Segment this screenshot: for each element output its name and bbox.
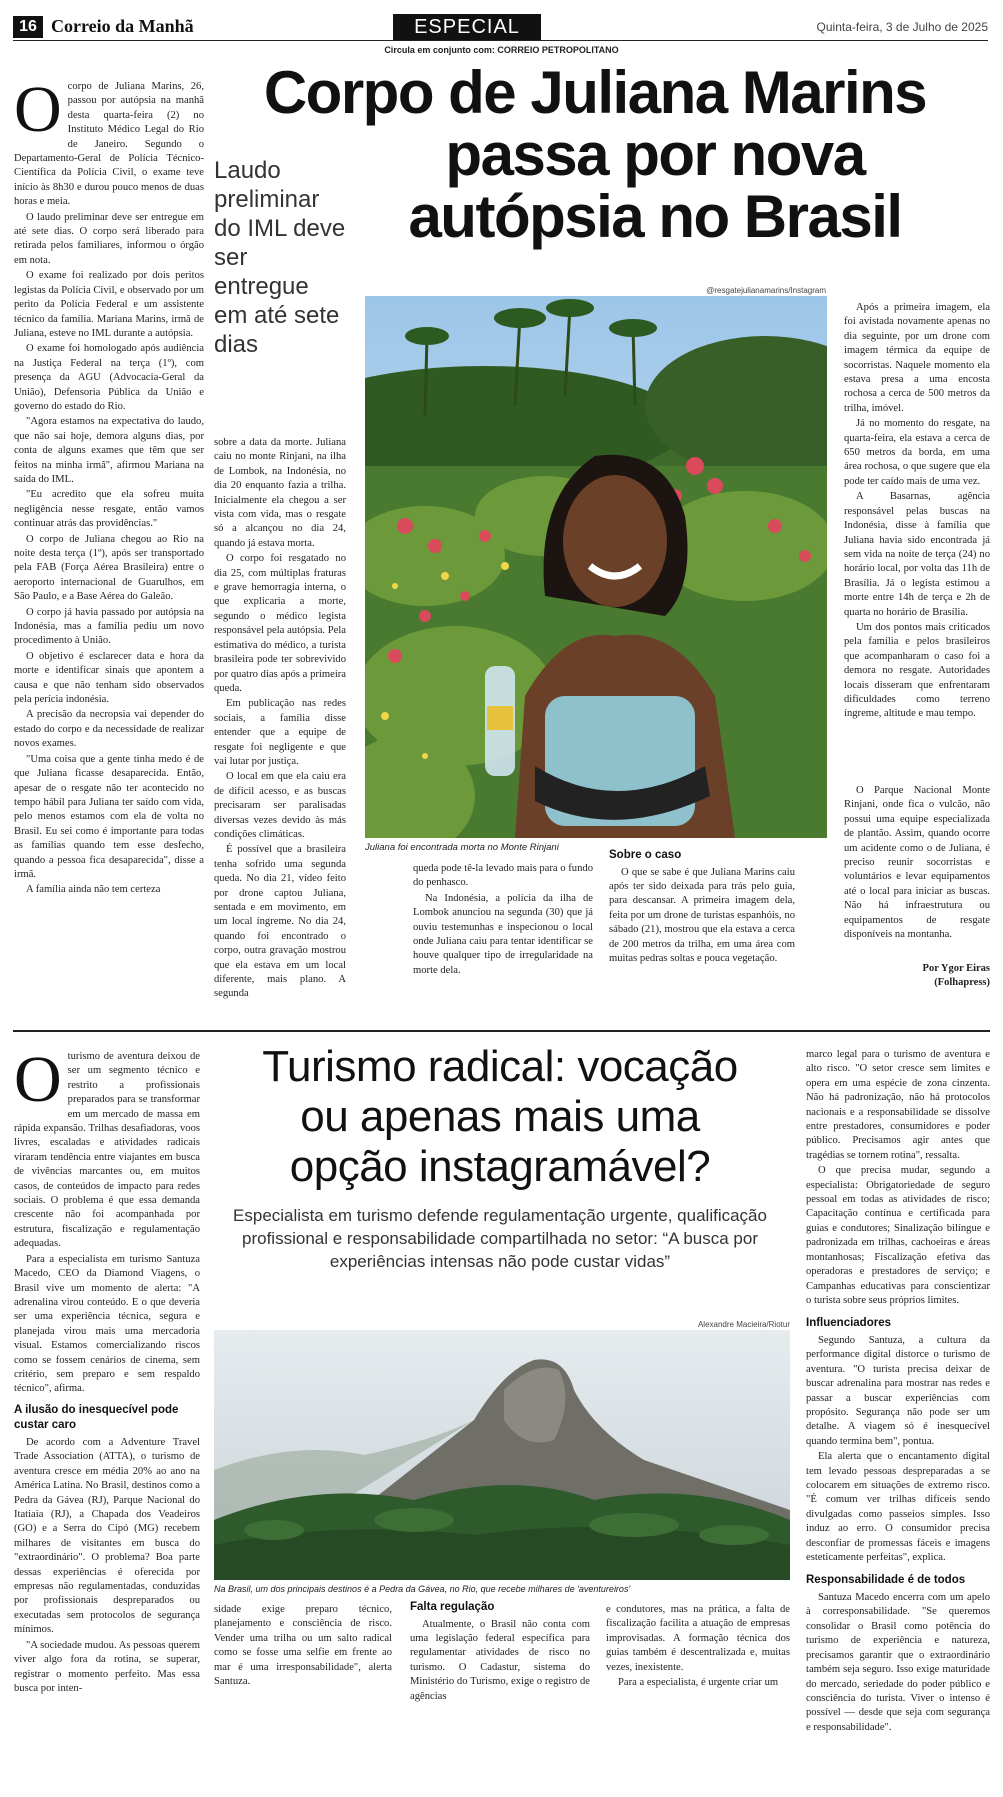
paragraph: A Basarnas, agência responsável pelas buscas na Indonésia, disse à família que Juliana havia sido encontrada já sem vida na noite de terça (24) no horário local, por volta das 11h de Brasília. Já o legista estimou a morte entre 14h de terça e 2h de quarta no horário de Brasília. xyxy=(844,491,990,618)
article2-column5 xyxy=(806,1048,990,1736)
issue-date: Quinta-feira, 3 de Julho de 2025 xyxy=(816,20,988,34)
byline-name: Por Ygor Eiras xyxy=(922,963,990,974)
headline1-line1: Corpo de Juliana Marins xyxy=(263,59,927,126)
sub1-heading: A ilusão do inesquecível pode custar caro xyxy=(14,1403,179,1432)
falta-heading: Falta regulação xyxy=(410,1601,495,1613)
photo1-credit: @resgatejulianamarins/Instagram xyxy=(706,286,826,295)
juliana-photo-image xyxy=(365,296,827,838)
headline1-line3: autópsia no Brasil xyxy=(408,183,902,250)
paragraph: e condutores, mas na prática, a falta de fiscalização facilita a atuação de empresas improvisadas. A formação técnica dos guias também é descentralizada e, muitas vezes, inexistente. xyxy=(606,1604,790,1673)
paragraph: O objetivo é esclarecer data e hora da morte e identificar sinais que apontem a causa e que não tenham sido observados pela perícia indonésia. xyxy=(14,650,204,706)
headline2-line2: ou apenas mais uma xyxy=(300,1092,700,1141)
article1-column1 xyxy=(14,73,204,899)
juliana-photo xyxy=(365,296,827,838)
paragraph: Na Indonésia, a polícia da ilha de Lombok anunciou na segunda (30) que já ouviu testemunhas e inspecionou o local onde Juliana caiu para tentar identificar se houve qualquer tipo de irregularidade na morte dela. xyxy=(413,892,593,976)
pedra-gavea-image xyxy=(214,1330,790,1580)
paragraph: De acordo com a Adventure Travel Trade Association (ATTA), o turismo de aventura cresce em média 20% ao ano na América Latina. No Brasil, destinos como a Pedra da Gávea (RJ), Parque Nacional do Itatiaia (RJ), a Chapada dos Veadeiros (GO) e a Serra do Cipó (MG) recebem milhares de visitantes em busca do "extraordinário". O problema? Boa parte dessas experiências é oferecida por empresas não regulamentadas, conduzidas por profissionais despreparados ou executadas sem protocolos de segurança mínimos. xyxy=(14,1437,200,1636)
article1-column3 xyxy=(413,862,593,979)
paragraph: O corpo já havia passado por autópsia na Indonésia, mas a família pediu um novo procedimento à União. xyxy=(14,606,204,647)
article2-headline xyxy=(210,1042,790,1192)
sobre-heading: Sobre o caso xyxy=(609,849,682,861)
paragraph: Já no momento do resgate, na quarta-feira, ela estava a cerca de 650 metros da borda, em uma área rochosa, o que sugere que ela pode ter caído mais de uma vez. xyxy=(844,418,990,487)
paragraph: turismo de aventura deixou de ser um segmento técnico e restrito a profissionais preparados para se transformar em um mercado de massa em rápida expansão. Trilhas desafiadoras, voos livres, escaladas e atividades radicais viraram tendência entre viajantes em busca de vivências marcantes ou, em muitos casos, de conteúdos de impacto para redes sociais. O problema é que essa demanda crescente não foi acompanhada por estrutura, fiscalização e regulamentação adequadas. xyxy=(14,1051,200,1250)
paragraph: Para a especialista em turismo Santuza Macedo, CEO da Diamond Viagens, o Brasil vive um momento de alerta: "A adrenalina virou conteúdo. E o que deveria ser uma experiência técnica, segura e planejada virou mais uma mercadoria visual. Estamos comercializando riscos como se fossem cenários de cinema, sem critério, sem preparo e sem respaldo técnico", afirma. xyxy=(14,1253,200,1395)
header-rule xyxy=(13,40,988,41)
article2-column1 xyxy=(14,1043,200,1697)
paragraph: sobre a data da morte. Juliana caiu no monte Rinjani, na ilha de Lombok, na Indonésia, no dia 20 enquanto fazia a trilha. Inicialmente ela chegou a ser vista com vida, mas o resgate só a alcançou no dia 24, quando já estava morta. xyxy=(214,437,346,549)
photo2-caption: Na Brasil, um dos principais destinos é a Pedra da Gávea, no Rio, que recebe milhares de 'aventureiros' xyxy=(214,1584,631,1594)
paragraph: Um dos pontos mais criticados pela família e pelos brasileiros que acompanharam o caso foi a demora no resgate. Autoridades locais disseram que enfrentaram dificuldades como terreno íngreme, altitude e mau tempo. xyxy=(844,621,990,720)
article1-column2 xyxy=(214,436,346,1003)
byline xyxy=(844,962,990,991)
article2-dropcap: O xyxy=(14,1043,62,1116)
pedra-gavea-photo xyxy=(214,1330,790,1580)
page-number: 16 xyxy=(13,16,43,38)
paragraph: O laudo preliminar deve ser entregue em até sete dias. O corpo será liberado para retirada pelos familiares, informou o órgão em nota. xyxy=(14,211,204,266)
paragraph: O exame foi homologado após audiência na Justiça Federal na terça (1º), com presença da AGU (Advocacia-Geral da União), Defensoria Pública da União e governo do estado do Rio. xyxy=(14,343,204,412)
paragraph: Ela alerta que o encantamento digital tem levado pessoas despreparadas a se colocarem em situações de extremo risco. "É comum ver trilhas difíceis sendo divulgadas como passeios simples. Isso induz ao erro. O consumidor precisa desconfiar de promessas fáceis e imagens esteticamente perfeitas", explica. xyxy=(806,1451,990,1564)
paragraph: "Agora estamos na expectativa do laudo, que não sai hoje, demora alguns dias, por conta de alguns exames que têm que ser feitos na minha irmã", afirmou Mariana na saída do IML. xyxy=(14,416,204,485)
paragraph: sidade exige preparo técnico, planejamento e consciência de risco. Vender uma trilha ou um salto radical como se fosse uma selfie em frente ao mar é uma irresponsabilidade", alerta Santuza. xyxy=(214,1604,392,1688)
paragraph: O que se sabe é que Juliana Marins caiu após ter sido deixada para trás pelo guia, para descansar. A primeira imagem dela, feita por um drone de turistas espanhóis, no sábado (21), mostrou que ela estava a cerca de 200 metros da trilha, em uma área com muitas pedras soltas e pouca vegetação. xyxy=(609,866,795,965)
article2-column3-bottom xyxy=(410,1600,590,1705)
article2-dek: Especialista em turismo defende regulamentação urgente, qualificação profissional e responsabilidade compartilhada no setor: “A busca por experiências intensas não pode custar vidas” xyxy=(233,1206,767,1271)
paragraph: corpo de Juliana Marins, 26, passou por autópsia na manhã desta quarta-feira (2) no Instituto Médico Legal do Rio de Janeiro. Segundo o Departamento-Geral de Polícia Técnico-Científica da Polícia Civil, o exame teve início às 8h30 e durou pouco menos de duas horas e meia. xyxy=(14,81,204,208)
circulation-note: Circula em conjunto com: CORREIO PETROPOLITANO xyxy=(384,45,619,55)
article1-column5 xyxy=(844,301,990,723)
photo1-caption: Juliana foi encontrada morta no Monte Rinjani xyxy=(365,842,559,853)
headline2-line1: Turismo radical: vocação xyxy=(262,1042,738,1091)
headline2-line3: opção instagramável? xyxy=(289,1142,711,1191)
paragraph: O exame foi realizado por dois peritos legistas da Polícia Civil, e observado por um perito da Polícia Federal e um assistente técnico da família. Mariana Marins, irmã de Juliana, esteve no IML durante a autópsia. xyxy=(14,270,204,339)
headline1-line2: passa por nova xyxy=(445,121,865,188)
article1-dek: Laudo preliminar do IML deve ser entregue em até sete dias xyxy=(214,157,346,358)
paragraph: Para a especialista, é urgente criar um xyxy=(618,1677,779,1689)
paragraph: O Parque Nacional Monte Rinjani, onde fica o vulcão, não possui uma equipe especializada de plantão. Assim, quando ocorre um acidente como o de Juliana, é preciso reunir socorristas e voluntários e levar equipamentos até o local para iniciar as buscas. Não há infraestrutura ou equipamentos de resgate disponíveis na montanha. xyxy=(844,785,990,941)
article1-column5-bottom xyxy=(844,784,990,943)
page-header xyxy=(13,14,988,42)
paragraph: Após a primeira imagem, ela foi avistada novamente apenas no dia seguinte, por um drone com imagem térmica da equipe de socorristas. Naquele momento ela estava presa a uma encosta rochosa a cerca de 500 metros da trilha, imóvel. xyxy=(844,302,990,414)
responsabilidade-heading: Responsabilidade é de todos xyxy=(806,1574,966,1587)
paragraph: marco legal para o turismo de aventura e alto risco. "O setor cresce sem limites e opera em uma espécie de zona cinzenta. Não há padronização, não há protocolos nacionais e a responsabilidade se dissolve entre prestadores, consumidores e poder público. Precisamos agir antes que tragédias se tornem rotina", ressalta. xyxy=(806,1049,990,1161)
paragraph: "Uma coisa que a gente tinha medo é de que Juliana ficasse desaparecida. Então, apesar de o resgate não ter acontecido no tempo hábil para Juliana ter saído com vida, pelo menos estamos com ela de volta no Brasil. Eu sei como é importante para todas as famílias quando tem esse desfecho, quando a pessoa fica desaparecida", disse a irmã. xyxy=(14,753,204,880)
article1-dropcap: O xyxy=(14,73,62,146)
newspaper-name: Correio da Manhã xyxy=(51,16,194,36)
section-divider xyxy=(13,1030,990,1032)
paragraph: O local em que ela caiu era de difícil acesso, e as buscas precisaram ser paralisadas diversas vezes devido às más condições climáticas. xyxy=(214,771,346,840)
paragraph: queda pode tê-la levado mais para o fundo do penhasco. xyxy=(413,863,593,889)
paragraph: Santuza Macedo encerra com um apelo à corresponsabilidade. "Se queremos consolidar o Brasil como potência do turismo de experiência e natureza, precisamos garantir que o extraordinário também seja seguro. Isso exige maturidade do mercado, seriedade do poder público e consciência do turista. Viver o intenso é possível — desde que seja com segurança e responsabilidade". xyxy=(806,1592,990,1733)
paragraph: Segundo Santuza, a cultura da performance digital distorce o turismo de aventura. "O turista precisa deixar de buscar adrenalina para mostrar nas redes e passar a buscar experiências com propósito. Segurança não pode ser um detalhe. A viagem só é inesquecível quando termina bem", pontua. xyxy=(806,1334,990,1447)
byline-source: (Folhapress) xyxy=(934,977,990,989)
paragraph: A precisão da necropsia vai depender do estado do corpo e da necessidade de realizar novos exames. xyxy=(14,709,204,750)
article2-column4-bottom xyxy=(606,1603,790,1691)
paragraph: O corpo foi resgatado no dia 25, com múltiplas fraturas e grave hemorragia interna, o que explicaria a morte, segundo o médico legista responsável pela autópsia. Pela estimativa do médico, a turista brasileira pode ter sobrevivido por quatro dias após a primeira queda. xyxy=(214,553,346,694)
section-label: ESPECIAL xyxy=(393,14,541,40)
paragraph: O corpo de Juliana chegou ao Rio na noite desta terça (1º), após ser transportado pela FAB (Força Aérea Brasileira) entre o aeroporto internacional de Guarulhos, em São Paulo, e a Base Aérea do Galeão. xyxy=(14,533,204,603)
article1-column4 xyxy=(609,848,795,967)
paragraph: A família ainda não tem certeza xyxy=(26,884,161,896)
influenciadores-heading: Influenciadores xyxy=(806,1317,891,1330)
photo2-credit: Alexandre Macieira/Riotur xyxy=(697,1320,790,1329)
paragraph: "Eu acredito que ela sofreu muita negligência nesse resgate, então vamos continuar atrás das providências." xyxy=(14,489,204,530)
paragraph: "A sociedade mudou. As pessoas querem viver algo fora da rotina, se superar, registrar o momento perfeito. Mas essa busca por inten- xyxy=(14,1639,200,1694)
paragraph: Atualmente, o Brasil não conta com uma legislação federal específica para regulamentar atividades de risco no turismo. O Cadastur, sistema do Ministério do Turismo, exige o registro de agências xyxy=(410,1618,590,1702)
paragraph: O que precisa mudar, segundo a especialista: Obrigatoriedade de seguro pessoal em todas as atividades de risco; Capacitação contínua e certificada para guias e condutores; Sinalização bilíngue e padronizada em trilhas, cachoeiras e áreas montanhosas; Fiscalização efetiva das operadoras e prestadores de serviço; e Campanhas educativas para conscientizar o turista sobre seus próprios limites. xyxy=(806,1165,990,1306)
paragraph: Em publicação nas redes sociais, a família disse entender que a equipe de resgate foi negligente e que vai lutar por justiça. xyxy=(214,698,346,767)
article2-column2-bottom xyxy=(214,1603,392,1690)
paragraph: É possível que a brasileira tenha sofrido uma segunda queda. No dia 21, vídeo feito por drone captou Juliana, sentada e em movimento, em um local íngreme. No dia 24, quando foi encontrado o corpo, outra gravação mostrou que ela estava em um local diferente, mais plano. A segunda xyxy=(214,844,346,1000)
